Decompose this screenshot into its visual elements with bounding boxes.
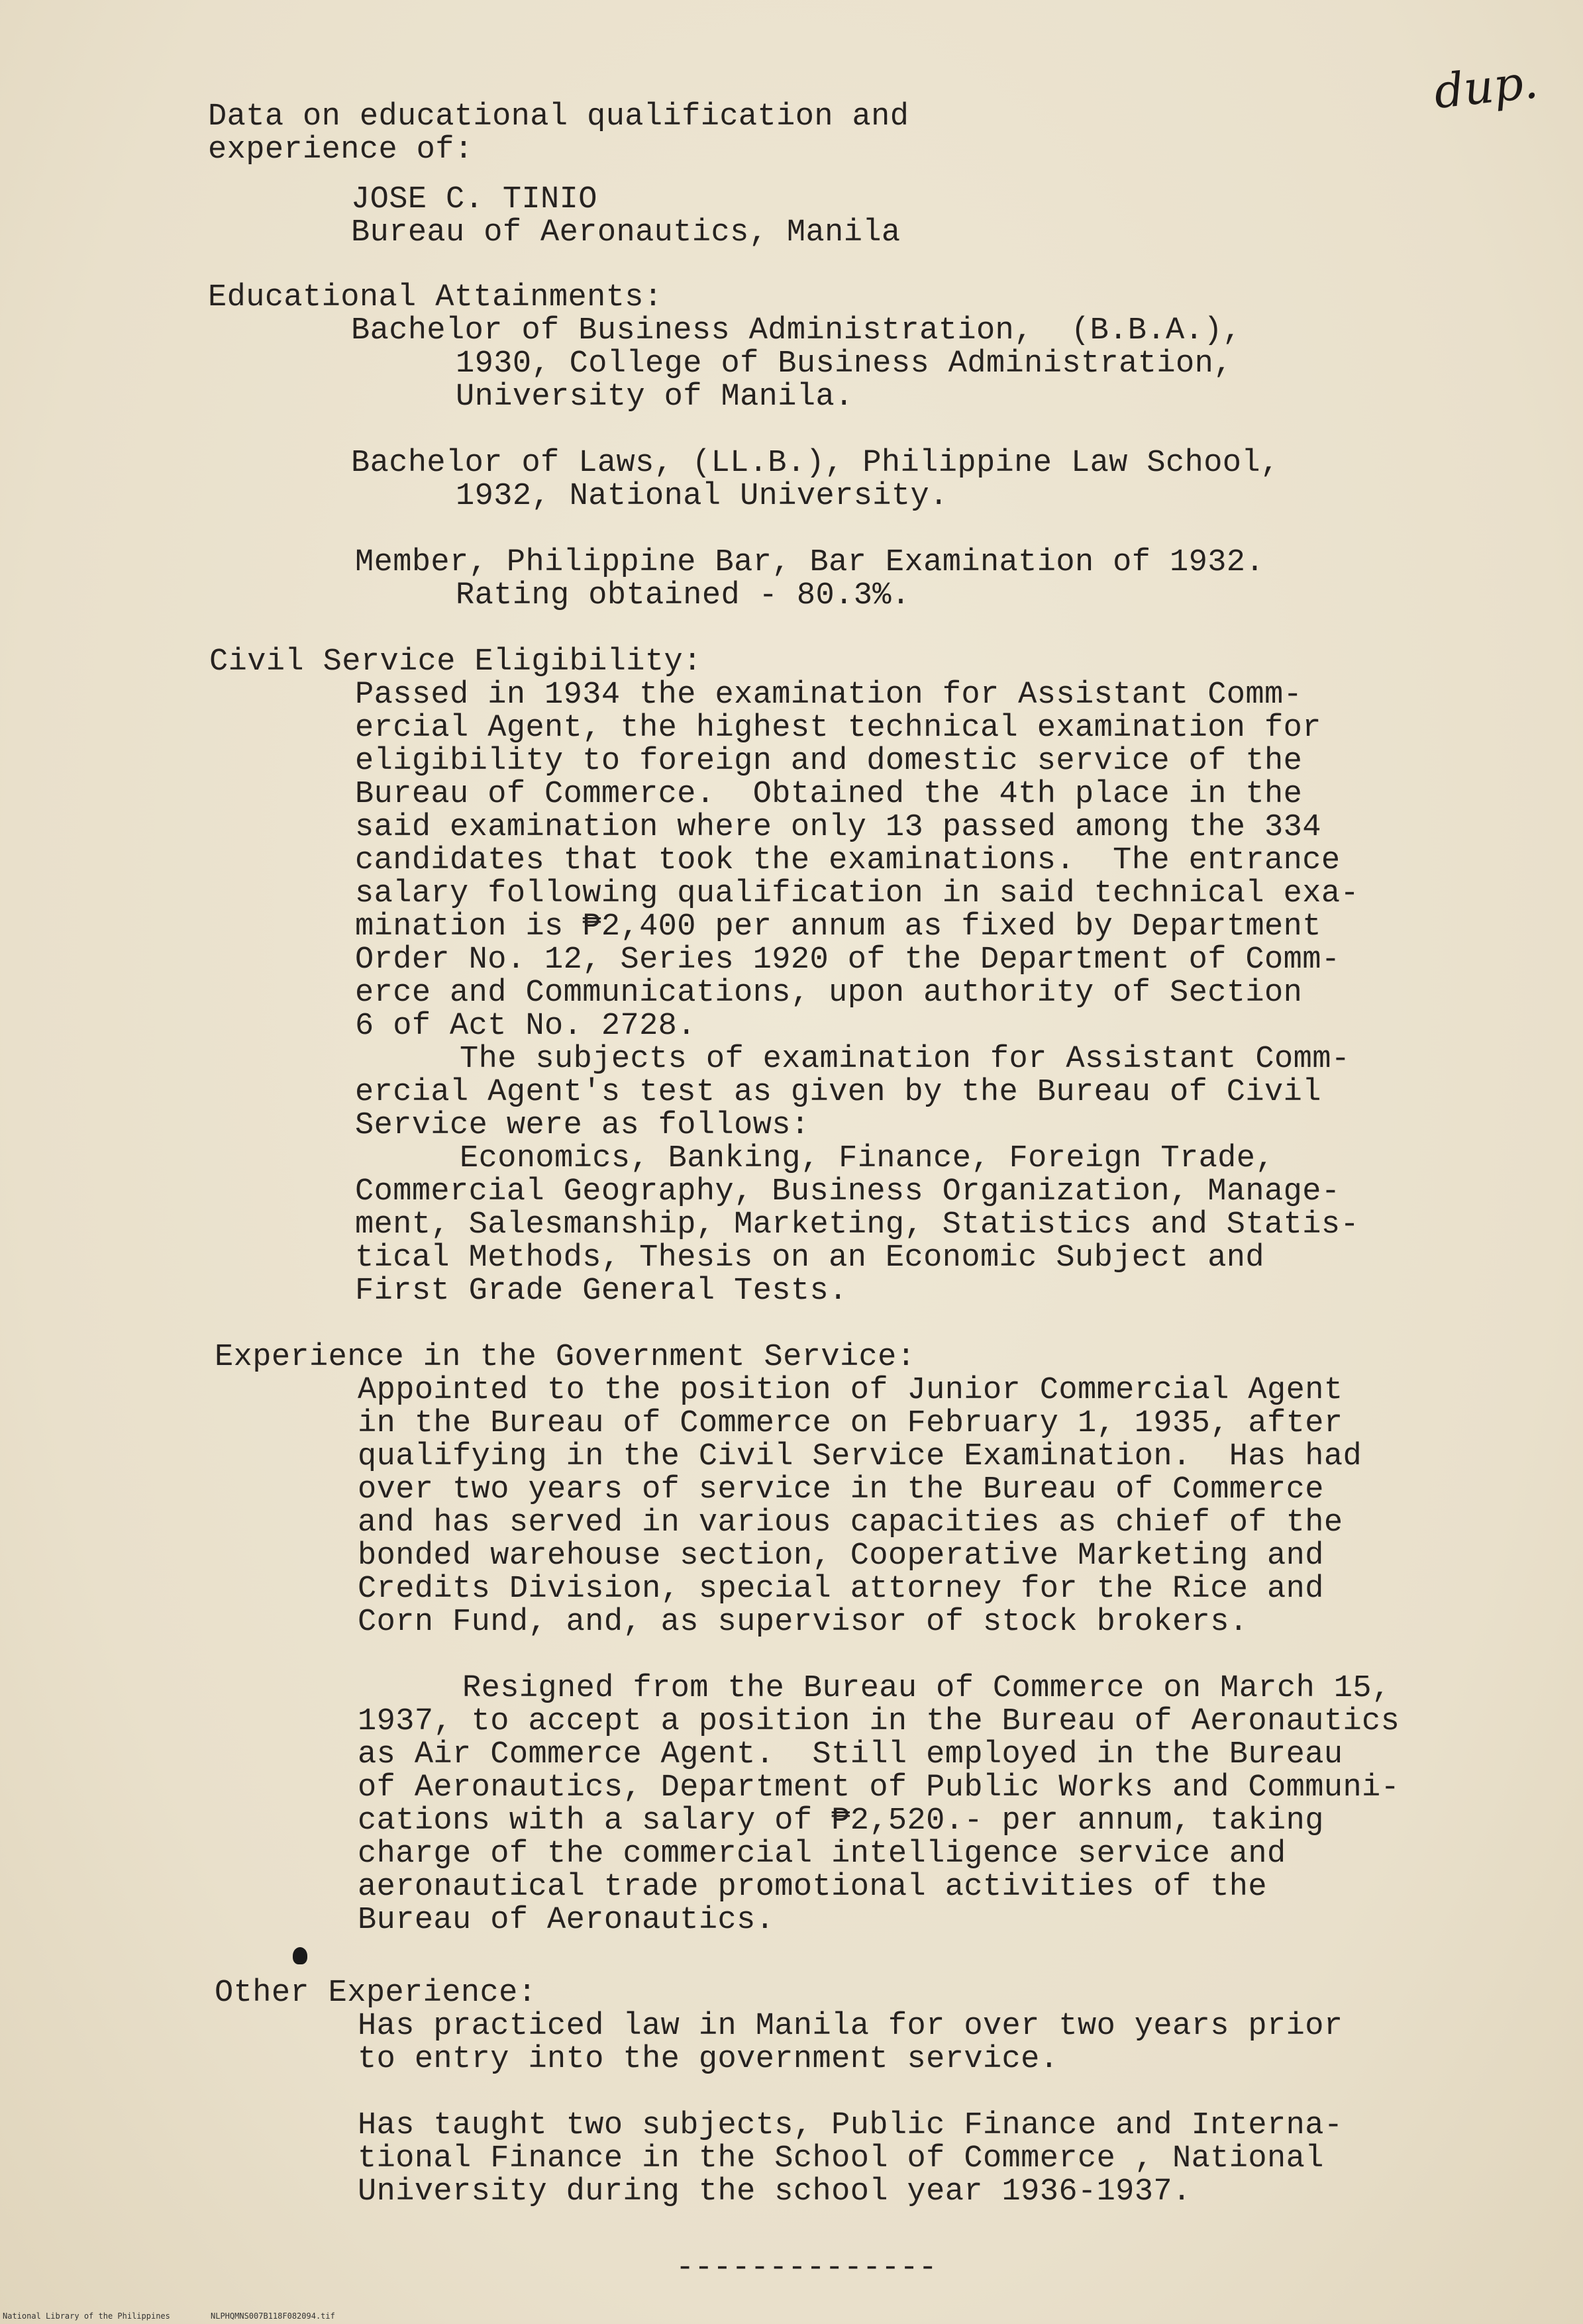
archive-file-id: NLPHQMNS007B118F082094.tif: [211, 2311, 335, 2321]
education-line: Rating obtained - 80.3%.: [456, 578, 911, 613]
civil-service-line: Service were as follows:: [355, 1108, 810, 1143]
education-line: University of Manila.: [456, 379, 854, 415]
other-experience-line: Has taught two subjects, Public Finance and Interna-: [358, 2108, 1343, 2143]
intro-line: experience of:: [208, 132, 474, 168]
government-service-line: bonded warehouse section, Cooperative Marketing and: [358, 1539, 1324, 1574]
civil-service-line: candidates that took the examinations. The entrance: [355, 843, 1341, 878]
government-service-line: and has served in various capacities as chief of the: [358, 1505, 1343, 1541]
government-service-line: cations with a salary of ₱2,520.- per annum, taking: [358, 1803, 1324, 1839]
government-service-line: charge of the commercial intelligence service and: [358, 1837, 1286, 1872]
section-heading-government-service: Experience in the Government Service:: [215, 1340, 916, 1375]
education-line: Member, Philippine Bar, Bar Examination of 1932.: [355, 545, 1265, 580]
handwritten-note: dup.: [1431, 54, 1541, 119]
civil-service-line: erce and Communications, upon authority of Section: [355, 976, 1303, 1011]
other-experience-line: tional Finance in the School of Commerce , National: [358, 2141, 1324, 2176]
government-service-line: in the Bureau of Commerce on February 1, 1935, after: [358, 1406, 1343, 1441]
education-line: 1932, National University.: [456, 479, 948, 514]
section-heading-education: Educational Attainments:: [208, 280, 663, 315]
education-line: Bachelor of Laws, (LL.B.), Philippine Law School,: [351, 446, 1280, 481]
section-heading-other-experience: Other Experience:: [215, 1976, 537, 2011]
government-service-line: Corn Fund, and, as supervisor of stock brokers.: [358, 1605, 1249, 1640]
government-service-line: over two years of service in the Bureau of Commerce: [358, 1472, 1324, 1507]
archive-credit: National Library of the Philippines: [3, 2311, 170, 2321]
civil-service-line: said examination where only 13 passed among the 334: [355, 810, 1321, 845]
education-line: Bachelor of Business Administration, (B.B.A.),: [351, 313, 1242, 348]
government-service-line: as Air Commerce Agent. Still employed in the Bureau: [358, 1737, 1343, 1772]
exam-subjects-line: First Grade General Tests.: [355, 1274, 848, 1309]
civil-service-line: The subjects of examination for Assistant Comm-: [460, 1042, 1351, 1077]
education-line: 1930, College of Business Administration,: [456, 346, 1233, 381]
intro-line: Data on educational qualification and: [208, 99, 909, 134]
closing-rule: --------------: [676, 2250, 937, 2286]
ink-blot: [293, 1947, 307, 1964]
person-name: JOSE C. TINIO: [351, 182, 597, 217]
government-service-line: Bureau of Aeronautics.: [358, 1903, 775, 1938]
civil-service-line: eligibility to foreign and domestic service of the: [355, 744, 1303, 779]
civil-service-line: ercial Agent's test as given by the Bureau of Civil: [355, 1075, 1321, 1110]
civil-service-line: Bureau of Commerce. Obtained the 4th place in the: [355, 777, 1303, 812]
other-experience-line: to entry into the government service.: [358, 2042, 1059, 2077]
exam-subjects-line: Economics, Banking, Finance, Foreign Trade,: [460, 1141, 1274, 1176]
exam-subjects-line: Commercial Geography, Business Organization, Manage-: [355, 1174, 1341, 1209]
government-service-line: 1937, to accept a position in the Bureau of Aeronautics: [358, 1704, 1400, 1739]
civil-service-line: Passed in 1934 the examination for Assistant Comm-: [355, 678, 1303, 713]
section-heading-civil-service: Civil Service Eligibility:: [209, 644, 702, 680]
government-service-line: of Aeronautics, Department of Public Works and Communi-: [358, 1770, 1400, 1805]
government-service-line: aeronautical trade promotional activities of the: [358, 1870, 1268, 1905]
government-service-line: Credits Division, special attorney for the Rice and: [358, 1572, 1324, 1607]
person-office: Bureau of Aeronautics, Manila: [351, 215, 901, 250]
government-service-line: qualifying in the Civil Service Examination. Has had: [358, 1439, 1362, 1474]
civil-service-line: ercial Agent, the highest technical examination for: [355, 711, 1321, 746]
exam-subjects-line: tical Methods, Thesis on an Economic Subject and: [355, 1240, 1265, 1276]
civil-service-line: salary following qualification in said technical exa-: [355, 876, 1360, 911]
exam-subjects-line: ment, Salesmanship, Marketing, Statistics and Statis-: [355, 1207, 1360, 1242]
government-service-line: Resigned from the Bureau of Commerce on March 15,: [462, 1671, 1391, 1706]
other-experience-line: Has practiced law in Manila for over two years prior: [358, 2009, 1343, 2044]
civil-service-line: mination is ₱2,400 per annum as fixed by Department: [355, 909, 1321, 944]
other-experience-line: University during the school year 1936-1937.: [358, 2174, 1192, 2209]
civil-service-line: Order No. 12, Series 1920 of the Department of Comm-: [355, 942, 1341, 978]
government-service-line: Appointed to the position of Junior Commercial Agent: [358, 1373, 1343, 1408]
civil-service-line: 6 of Act No. 2728.: [355, 1009, 696, 1044]
